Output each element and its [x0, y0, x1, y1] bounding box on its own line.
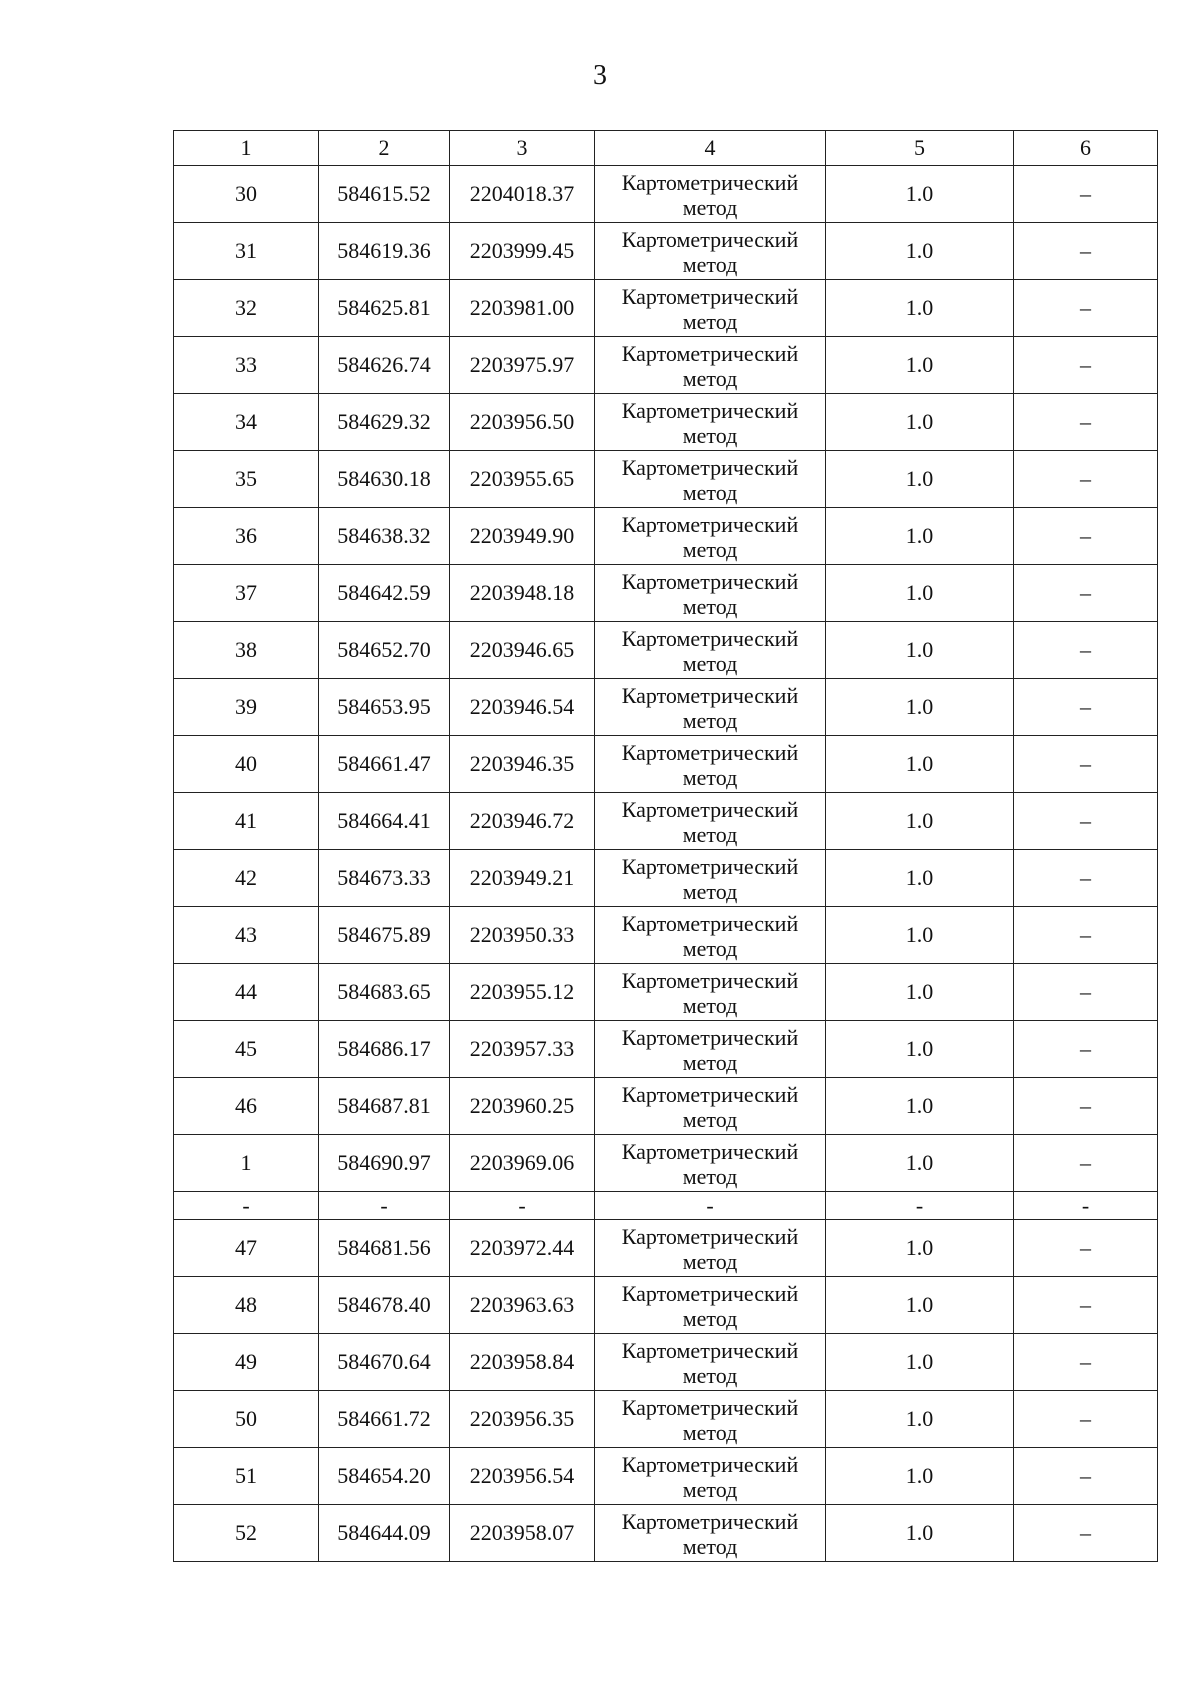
- x-coordinate-cell: 584630.18: [319, 451, 450, 508]
- method-cell: [595, 1391, 826, 1448]
- method-text: Картометрический метод: [621, 341, 799, 391]
- table-row: [174, 964, 1158, 1021]
- method-text: Картометрический метод: [621, 797, 799, 847]
- table-row: [174, 1505, 1158, 1562]
- header-cell: 5: [826, 131, 1014, 166]
- note-cell: –: [1014, 1078, 1158, 1135]
- x-coordinate-cell: 584661.47: [319, 736, 450, 793]
- table-row: [174, 223, 1158, 280]
- y-coordinate-cell: 2203963.63: [450, 1277, 595, 1334]
- note-cell: –: [1014, 1334, 1158, 1391]
- y-coordinate-cell: 2203957.33: [450, 1021, 595, 1078]
- method-cell: [595, 679, 826, 736]
- method-text: Картометрический метод: [621, 740, 799, 790]
- table-row: [174, 166, 1158, 223]
- point-number-cell: 38: [174, 622, 319, 679]
- note-cell: –: [1014, 1135, 1158, 1192]
- table-row: [174, 1021, 1158, 1078]
- note-cell: –: [1014, 907, 1158, 964]
- x-coordinate-cell: 584619.36: [319, 223, 450, 280]
- x-coordinate-cell: 584687.81: [319, 1078, 450, 1135]
- y-coordinate-cell: 2203958.07: [450, 1505, 595, 1562]
- y-coordinate-cell: 2203950.33: [450, 907, 595, 964]
- y-coordinate-cell: 2203948.18: [450, 565, 595, 622]
- x-coordinate-cell: 584625.81: [319, 280, 450, 337]
- table-row: [174, 1448, 1158, 1505]
- note-cell: –: [1014, 1277, 1158, 1334]
- table-row: [174, 280, 1158, 337]
- point-number-cell: -: [174, 1192, 319, 1220]
- x-coordinate-cell: 584654.20: [319, 1448, 450, 1505]
- method-cell: [595, 1277, 826, 1334]
- y-coordinate-cell: 2203956.50: [450, 394, 595, 451]
- note-cell: -: [1014, 1192, 1158, 1220]
- accuracy-cell: 1.0: [826, 1135, 1014, 1192]
- method-cell: [595, 1078, 826, 1135]
- header-cell: 1: [174, 131, 319, 166]
- method-cell: [595, 1021, 826, 1078]
- note-cell: –: [1014, 850, 1158, 907]
- x-coordinate-cell: 584615.52: [319, 166, 450, 223]
- y-coordinate-cell: 2203946.54: [450, 679, 595, 736]
- table-row: [174, 451, 1158, 508]
- header-cell: 3: [450, 131, 595, 166]
- point-number-cell: 41: [174, 793, 319, 850]
- method-cell: -: [595, 1192, 826, 1220]
- point-number-cell: 51: [174, 1448, 319, 1505]
- point-number-cell: 45: [174, 1021, 319, 1078]
- point-number-cell: 42: [174, 850, 319, 907]
- x-coordinate-cell: 584629.32: [319, 394, 450, 451]
- accuracy-cell: 1.0: [826, 679, 1014, 736]
- x-coordinate-cell: 584661.72: [319, 1391, 450, 1448]
- table-separator-row: [174, 1192, 1158, 1220]
- table-row: [174, 394, 1158, 451]
- method-cell: [595, 793, 826, 850]
- method-text: Картометрический метод: [621, 1082, 799, 1132]
- note-cell: –: [1014, 508, 1158, 565]
- x-coordinate-cell: 584653.95: [319, 679, 450, 736]
- note-cell: –: [1014, 1505, 1158, 1562]
- method-text: Картометрический метод: [621, 1281, 799, 1331]
- coordinates-table: [173, 130, 1158, 1562]
- accuracy-cell: 1.0: [826, 565, 1014, 622]
- y-coordinate-cell: -: [450, 1192, 595, 1220]
- table-row: [174, 1391, 1158, 1448]
- method-text: Картометрический метод: [621, 1509, 799, 1559]
- method-cell: [595, 1448, 826, 1505]
- accuracy-cell: 1.0: [826, 280, 1014, 337]
- x-coordinate-cell: 584686.17: [319, 1021, 450, 1078]
- y-coordinate-cell: 2203949.90: [450, 508, 595, 565]
- table-row: [174, 1078, 1158, 1135]
- y-coordinate-cell: 2203972.44: [450, 1220, 595, 1277]
- point-number-cell: 39: [174, 679, 319, 736]
- accuracy-cell: -: [826, 1192, 1014, 1220]
- accuracy-cell: 1.0: [826, 850, 1014, 907]
- method-cell: [595, 223, 826, 280]
- point-number-cell: 37: [174, 565, 319, 622]
- method-cell: [595, 850, 826, 907]
- note-cell: –: [1014, 337, 1158, 394]
- method-text: Картометрический метод: [621, 1139, 799, 1189]
- method-cell: [595, 1505, 826, 1562]
- point-number-cell: 48: [174, 1277, 319, 1334]
- table-row: [174, 793, 1158, 850]
- accuracy-cell: 1.0: [826, 1220, 1014, 1277]
- accuracy-cell: 1.0: [826, 1021, 1014, 1078]
- method-text: Картометрический метод: [621, 1224, 799, 1274]
- y-coordinate-cell: 2203956.35: [450, 1391, 595, 1448]
- x-coordinate-cell: 584652.70: [319, 622, 450, 679]
- y-coordinate-cell: 2204018.37: [450, 166, 595, 223]
- method-cell: [595, 736, 826, 793]
- point-number-cell: 47: [174, 1220, 319, 1277]
- point-number-cell: 43: [174, 907, 319, 964]
- y-coordinate-cell: 2203999.45: [450, 223, 595, 280]
- method-text: Картометрический метод: [621, 626, 799, 676]
- table-row: [174, 1277, 1158, 1334]
- table-row: [174, 1334, 1158, 1391]
- method-text: Картометрический метод: [621, 1338, 799, 1388]
- x-coordinate-cell: 584683.65: [319, 964, 450, 1021]
- table-row: [174, 907, 1158, 964]
- x-coordinate-cell: 584675.89: [319, 907, 450, 964]
- y-coordinate-cell: 2203958.84: [450, 1334, 595, 1391]
- method-text: Картометрический метод: [621, 968, 799, 1018]
- header-cell: 4: [595, 131, 826, 166]
- accuracy-cell: 1.0: [826, 1505, 1014, 1562]
- y-coordinate-cell: 2203946.72: [450, 793, 595, 850]
- y-coordinate-cell: 2203955.65: [450, 451, 595, 508]
- table-row: [174, 1135, 1158, 1192]
- note-cell: –: [1014, 622, 1158, 679]
- y-coordinate-cell: 2203956.54: [450, 1448, 595, 1505]
- accuracy-cell: 1.0: [826, 394, 1014, 451]
- method-text: Картометрический метод: [621, 170, 799, 220]
- x-coordinate-cell: 584644.09: [319, 1505, 450, 1562]
- x-coordinate-cell: 584638.32: [319, 508, 450, 565]
- note-cell: –: [1014, 451, 1158, 508]
- point-number-cell: 49: [174, 1334, 319, 1391]
- method-cell: [595, 394, 826, 451]
- point-number-cell: 31: [174, 223, 319, 280]
- point-number-cell: 33: [174, 337, 319, 394]
- method-cell: [595, 166, 826, 223]
- method-cell: [595, 280, 826, 337]
- point-number-cell: 46: [174, 1078, 319, 1135]
- accuracy-cell: 1.0: [826, 907, 1014, 964]
- method-cell: [595, 565, 826, 622]
- table-row: [174, 622, 1158, 679]
- point-number-cell: 40: [174, 736, 319, 793]
- method-cell: [595, 508, 826, 565]
- y-coordinate-cell: 2203946.35: [450, 736, 595, 793]
- accuracy-cell: 1.0: [826, 1448, 1014, 1505]
- accuracy-cell: 1.0: [826, 451, 1014, 508]
- method-text: Картометрический метод: [621, 227, 799, 277]
- y-coordinate-cell: 2203975.97: [450, 337, 595, 394]
- method-text: Картометрический метод: [621, 569, 799, 619]
- note-cell: –: [1014, 1220, 1158, 1277]
- method-text: Картометрический метод: [621, 1395, 799, 1445]
- method-cell: [595, 907, 826, 964]
- accuracy-cell: 1.0: [826, 1334, 1014, 1391]
- note-cell: –: [1014, 223, 1158, 280]
- point-number-cell: 50: [174, 1391, 319, 1448]
- y-coordinate-cell: 2203946.65: [450, 622, 595, 679]
- table-row: [174, 508, 1158, 565]
- header-cell: 6: [1014, 131, 1158, 166]
- note-cell: –: [1014, 964, 1158, 1021]
- method-cell: [595, 337, 826, 394]
- accuracy-cell: 1.0: [826, 793, 1014, 850]
- point-number-cell: 30: [174, 166, 319, 223]
- x-coordinate-cell: 584670.64: [319, 1334, 450, 1391]
- x-coordinate-cell: 584681.56: [319, 1220, 450, 1277]
- header-cell: 2: [319, 131, 450, 166]
- accuracy-cell: 1.0: [826, 223, 1014, 280]
- method-cell: [595, 1135, 826, 1192]
- point-number-cell: 32: [174, 280, 319, 337]
- method-cell: [595, 1334, 826, 1391]
- note-cell: –: [1014, 1391, 1158, 1448]
- table-header-row: [174, 131, 1158, 166]
- note-cell: –: [1014, 1021, 1158, 1078]
- y-coordinate-cell: 2203949.21: [450, 850, 595, 907]
- note-cell: –: [1014, 166, 1158, 223]
- y-coordinate-cell: 2203955.12: [450, 964, 595, 1021]
- method-text: Картометрический метод: [621, 1025, 799, 1075]
- table-row: [174, 679, 1158, 736]
- x-coordinate-cell: 584678.40: [319, 1277, 450, 1334]
- accuracy-cell: 1.0: [826, 1391, 1014, 1448]
- point-number-cell: 34: [174, 394, 319, 451]
- accuracy-cell: 1.0: [826, 337, 1014, 394]
- x-coordinate-cell: 584673.33: [319, 850, 450, 907]
- x-coordinate-cell: 584626.74: [319, 337, 450, 394]
- x-coordinate-cell: 584690.97: [319, 1135, 450, 1192]
- note-cell: –: [1014, 793, 1158, 850]
- note-cell: –: [1014, 736, 1158, 793]
- accuracy-cell: 1.0: [826, 1078, 1014, 1135]
- method-cell: [595, 964, 826, 1021]
- accuracy-cell: 1.0: [826, 508, 1014, 565]
- point-number-cell: 1: [174, 1135, 319, 1192]
- method-text: Картометрический метод: [621, 1452, 799, 1502]
- note-cell: –: [1014, 565, 1158, 622]
- accuracy-cell: 1.0: [826, 736, 1014, 793]
- point-number-cell: 44: [174, 964, 319, 1021]
- method-text: Картометрический метод: [621, 683, 799, 733]
- note-cell: –: [1014, 394, 1158, 451]
- table-row: [174, 565, 1158, 622]
- x-coordinate-cell: -: [319, 1192, 450, 1220]
- table-row: [174, 736, 1158, 793]
- accuracy-cell: 1.0: [826, 166, 1014, 223]
- note-cell: –: [1014, 280, 1158, 337]
- coordinates-table-body: [174, 131, 1158, 1562]
- method-cell: [595, 622, 826, 679]
- accuracy-cell: 1.0: [826, 1277, 1014, 1334]
- method-text: Картометрический метод: [621, 455, 799, 505]
- y-coordinate-cell: 2203981.00: [450, 280, 595, 337]
- accuracy-cell: 1.0: [826, 622, 1014, 679]
- x-coordinate-cell: 584664.41: [319, 793, 450, 850]
- method-text: Картометрический метод: [621, 398, 799, 448]
- y-coordinate-cell: 2203960.25: [450, 1078, 595, 1135]
- method-text: Картометрический метод: [621, 284, 799, 334]
- accuracy-cell: 1.0: [826, 964, 1014, 1021]
- point-number-cell: 36: [174, 508, 319, 565]
- note-cell: –: [1014, 679, 1158, 736]
- table-row: [174, 1220, 1158, 1277]
- method-text: Картометрический метод: [621, 512, 799, 562]
- method-cell: [595, 451, 826, 508]
- method-text: Картометрический метод: [621, 854, 799, 904]
- x-coordinate-cell: 584642.59: [319, 565, 450, 622]
- method-text: Картометрический метод: [621, 911, 799, 961]
- table-row: [174, 337, 1158, 394]
- point-number-cell: 35: [174, 451, 319, 508]
- note-cell: –: [1014, 1448, 1158, 1505]
- table-row: [174, 850, 1158, 907]
- method-cell: [595, 1220, 826, 1277]
- point-number-cell: 52: [174, 1505, 319, 1562]
- y-coordinate-cell: 2203969.06: [450, 1135, 595, 1192]
- page-number: 3: [593, 60, 607, 91]
